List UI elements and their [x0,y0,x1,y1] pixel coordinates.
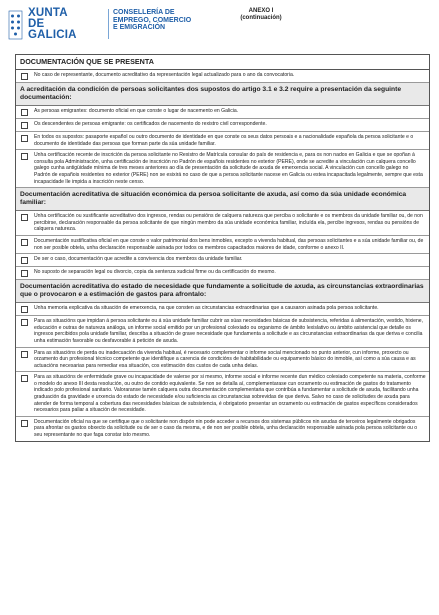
logo-line-2: DE GALICIA [28,18,77,41]
checklist-text: Para as situacións que impidan á persoa solicitante ou á súa unidade familiar cubrir as súas necesidades básicas de subsistencia, referidas á alimentación, vestido, hixiene, educación e outras de natureza análoga, un informe social emitido por un profesional colexiado ou organismo de ámbito lexislativo ou ámbito asistencial que detalle os ingresos percibidos pola unidade familiar, describa a situación de grave necesidade que fundamenta a solicitude e as circunstancias extraordinarias da que deriva e concilia unha estimación favorable ou desfavorable á petición de axuda. [34,318,424,344]
checklist-row [16,132,429,150]
checkbox[interactable] [21,214,28,221]
header-divider [108,9,109,39]
checklist-row [16,119,429,132]
section-title-need: Documentación acreditativa do estado de necesidade que fundamente a solicitude de axuda, as circunstancias extraordinarias que o provocaron e a estimación de gastos para afrontalo: [16,280,429,303]
checklist-text: Unha certificación recente de inscrición da persoa solicitante no Rexistro de Matrícula consular do país de residencia e, para os non nados en Galicia e que se opoñan á consulta pola Administración, unha certificación de inscrición no Padrón de españois residentes no exterior (PERE), onde se acredite a vinculación cun calquera concello galego cunha antigüidade mínima de tres meses anteriores ao día de presentación da solicitude de axuda de emerxencia social. A vinculación cun concello galego no Padrón de españois residentes no exterior (PERE) non se esixirá no caso de que a persoa solicitante nacese en Galicia ou estea incapacitada legalmente, sempre que esta incapacidade lle impida a inscrición neste censo. [34,152,423,185]
checkbox[interactable] [21,375,28,382]
checklist-row [16,211,429,236]
checkbox[interactable] [21,109,28,116]
checklist-row [16,303,429,316]
page-header [8,6,433,50]
checkbox[interactable] [21,239,28,246]
annex-subtitle: (continuación) [240,15,282,21]
annex-title: ANEXO I [248,8,274,14]
checklist-row [16,316,429,347]
checklist-text: Os descendentes de persoas emigrante: os certificados de nacemento do rexistro civil correspondente. [34,121,267,127]
galicia-crest-icon [8,10,23,40]
checklist-text: Documentación xustificativa oficial en que conste o valor patrimonial dos bens inmobles, excepto a vivenda habitual, das persoas solicitantes e a súa unidade familiar ou, de non ser posible obtela, unha declaración responsable asinada por todos os membros capacitados maiores de idade, conforme o anexo II. [34,237,424,251]
checkbox[interactable] [21,73,28,80]
checklist-text: As persoas emigrantes: documento oficial en que conste o lugar de nacemento en Galicia. [34,108,239,114]
checklist-row [16,236,429,254]
checklist-text: Para as situacións de perda ou inadecuación da vivenda habitual, é necesario complementar o informe social mencionado no punto anterior, cun informe, proxecto ou orzamento dun profesional técnico competente que identifique a carencia de condicións de habitabilidade ou equipamento básico do inmoble, así como a súa causa e as actuacións necesarias para remediar esa situación, cos estimación dos custos de cada unha delas. [34,349,416,369]
section-title-economic: Documentación acreditativa de situación económica da persoa solicitante de axuda, así como da súa unidade económica familiar: [16,188,429,211]
checklist-text: No suposto de separación legal ou divorcio, copia da sentenza xudicial firme ou da certificación do mesmo. [34,269,276,276]
ministry-name [113,9,191,32]
checklist-text: En todos os supostos: pasaporte español ou outro documento de identidade en que conste os seus datos persoais e a nacionalidade española da persoa solicitante e o documento de identidade das persoas que forman parte da súa unidade familiar. [34,134,414,147]
checklist-text: No caso de representante, documento acreditativo da representación legal actualizado para o ano da convocatoria. [34,72,295,78]
checklist-row [16,348,429,373]
checkbox[interactable] [21,153,28,160]
checklist-row [16,70,429,83]
logo-line-1: XUNTA [28,7,68,19]
checklist-row [16,417,429,441]
form-title: DOCUMENTACIÓN QUE SE PRESENTA [16,55,429,70]
checklist-text: Documentación oficial na que se certifique que o solicitante non dispón nin pode acceder a recursos dos sistemas públicos nin axudas de terceiros legalmente obrigados para afrontar os gastos obxecto da solicitude ou de ser o caso da mesma, e de non ser posible obtela, unha declaración responsable asinada pola persoa solicitante ou o seu representante no que faga constar isto mesmo. [34,418,418,439]
checklist-row [16,254,429,267]
ministry-line-2: EMPREGO, COMERCIO [113,16,192,24]
checklist-row [16,106,429,119]
ministry-line-3: E EMIGRACIÓN [113,24,166,31]
ministry-line-1: CONSELLERÍA DE [113,9,175,16]
checklist-text: Para as situacións de enfermidade grave ou incapacidade de valerse por si mesmo, informe social e informe recente dun médico colexiado competente na materia, conforme o modelo do anexo III desta resolución, ou outro de contido equivalente. Se non se detalla aí, complementarase cun orzamento ou estimación de gastos do tratamento indicado polo profesional sanitario. Valoraranse tamén calquera outra documentación complementaria que contribúa a fundamentar a solicitude de axuda, facilitando unha graduación da gravidade e urxencia do estado de necesidade e/ou suficiencia as circunstancias sobrevidas de que deriva. Salvo no caso de solicitudes de axuda para atender de forma temporal a cobertura das necesidades básicas de subsistencia, é obrigatorio presentar un orzamento ou estimación de gastos específicos considerados necesarios para paliar a situación de necesidade. [34,374,426,414]
checklist-text: Unha certificación ou xustificante acreditativo dos ingresos, rendas ou pensións de calquera natureza que perciba o solicitante e os membros da unidade familiar ou, de non percibirse, declaración responsable da persoa solicitante de que ningún membro da súa unidade económica familiar, incluída ela, percibe ingresos, rendas ou pensións de calquera natureza. [34,213,423,233]
checkbox[interactable] [21,319,28,326]
checklist-text: De ser o caso, documentación que acredite a convivencia dos membros da unidade familiar. [34,256,243,263]
checklist-text: Unha memoria explicativa da situación de emerxencia, na que consten as circunstancias extraordinarias que a causaron asinada pola persoa solicitante. [34,305,379,312]
checkbox[interactable] [21,270,28,277]
checkbox[interactable] [21,351,28,358]
checklist-row [16,372,429,417]
checkbox[interactable] [21,420,28,427]
documentation-form [15,54,430,442]
section-title-applicants: A acreditación da condición de persoas solicitantes dos supostos do artigo 3.1 e 3.2 require a presentación da seguinte documentación: [16,83,429,106]
checkbox[interactable] [21,122,28,129]
annex-heading [236,8,286,22]
checklist-row [16,150,429,188]
checkbox[interactable] [21,306,28,313]
checkbox[interactable] [21,135,28,142]
checkbox[interactable] [21,257,28,264]
checklist-row [16,267,429,280]
